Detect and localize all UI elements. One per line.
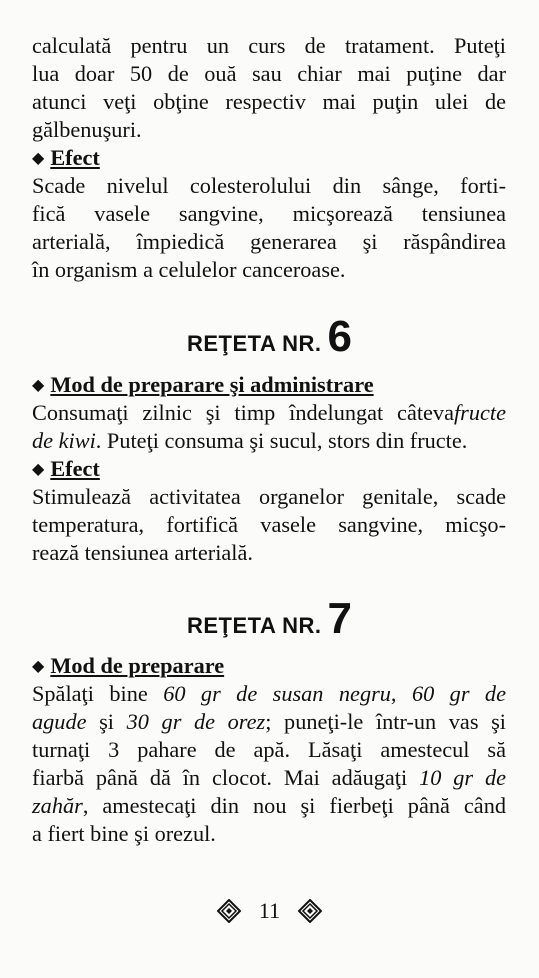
text-line: a fiert bine şi orezul. <box>32 821 216 846</box>
text-line: de kiwi. Puteţi consuma şi sucul, stors din fructe. <box>32 428 468 453</box>
page-footer <box>0 896 539 924</box>
effect-paragraph <box>32 172 506 284</box>
intro-paragraph <box>32 32 506 144</box>
bullet-diamond-icon: ◆ <box>32 461 45 478</box>
recipe-title-6 <box>0 312 539 362</box>
text-line: Spălaţi bine 60 gr de susan negru, 60 gr de <box>32 681 506 706</box>
text-line: arterială, împiedică generarea şi răspândirea <box>32 229 506 254</box>
bullet-diamond-icon: ◆ <box>32 377 45 394</box>
recipe-number: 6 <box>327 312 353 361</box>
effect-paragraph <box>32 483 506 567</box>
method-paragraph <box>32 680 506 848</box>
method-heading <box>32 371 512 402</box>
effect-heading <box>32 144 512 175</box>
effect-heading <box>32 455 512 486</box>
text-line: în organism a celulelor canceroase. <box>32 257 346 282</box>
recipe-title-word: REŢETA NR. <box>186 613 322 638</box>
diamond-ornament-icon <box>298 899 322 923</box>
page-number: 11 <box>258 897 281 923</box>
text-line: gălbenuşuri. <box>32 117 142 142</box>
method-paragraph <box>32 399 506 455</box>
text-line: atunci veţi obţine respectiv mai puţin ulei de <box>32 89 506 114</box>
method-heading-label: Mod de preparare <box>50 653 225 678</box>
text-line: zahăr, amestecaţi din nou şi fierbeţi până când <box>32 793 506 818</box>
bullet-diamond-icon: ◆ <box>32 658 45 675</box>
text-line: rează tensiunea arterială. <box>32 540 253 565</box>
text-line: calculată pentru un curs de tratament. Puteţi <box>32 33 506 58</box>
bullet-diamond-icon: ◆ <box>32 150 45 167</box>
effect-heading-label: Efect <box>50 456 100 481</box>
method-heading <box>32 652 512 683</box>
text-line: lua doar 50 de ouă sau chiar mai puţine dar <box>32 61 506 86</box>
text-line: Consumaţi zilnic şi timp îndelungat câtevafructe <box>32 400 506 425</box>
text-line: fiarbă până dă în clocot. Mai adăugaţi 10 gr de <box>32 765 506 790</box>
diamond-ornament-icon <box>217 899 241 923</box>
method-heading-label: Mod de preparare şi administrare <box>50 372 374 397</box>
text-line: turnaţi 3 pahare de apă. Lăsaţi amestecul să <box>32 737 506 762</box>
text-line: agude şi 30 gr de orez; puneţi-le într-un vas şi <box>32 709 506 734</box>
text-line: Scade nivelul colesterolului din sânge, forti- <box>32 173 506 198</box>
text-line: Stimulează activitatea organelor genitale, scade <box>32 484 506 509</box>
recipe-title-word: REŢETA NR. <box>186 331 322 356</box>
recipe-title-7 <box>0 594 539 644</box>
effect-heading-label: Efect <box>50 145 100 170</box>
recipe-number: 7 <box>327 594 353 643</box>
text-line: fică vasele sangvine, micşorează tensiunea <box>32 201 506 226</box>
text-line: temperatura, fortifică vasele sangvine, micşo- <box>32 512 506 537</box>
